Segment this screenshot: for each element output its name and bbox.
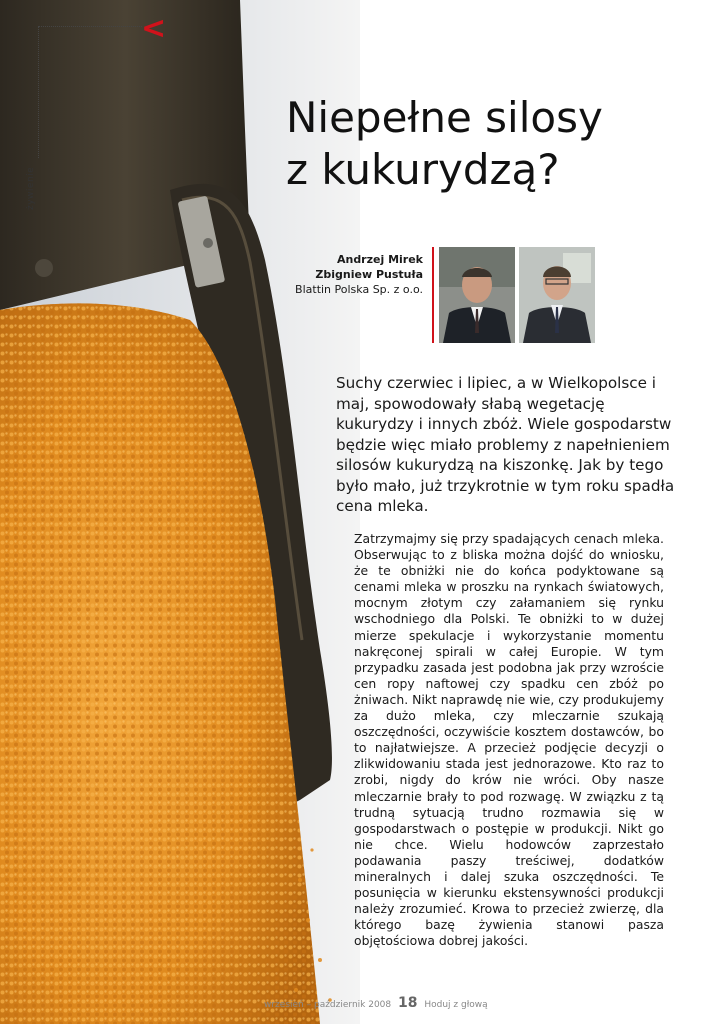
- title-line-1: Niepełne silosy: [286, 93, 603, 142]
- footer-date: wrzesień – październik 2008: [264, 1000, 392, 1010]
- article-lead: Suchy czerwiec i lipiec, a w Wielkopolsce i maj, spowodowały słabą wegetację kukurydzy i innych zbóż. Wiele gospodarstw będzie więc miało problemy z napełnieniem silosów kukurydzą na kiszonkę. Jak by tego było mało, już trzykrotnie w tym roku spadła cena mleka.: [336, 374, 675, 515]
- footer-magazine: Hoduj z głową: [424, 1000, 488, 1010]
- author-portrait-1: [439, 247, 515, 343]
- section-chevron-icon: <: [141, 11, 167, 46]
- author-company: Blattin Polska Sp. z o.o.: [295, 283, 423, 296]
- article-body: Zatrzymajmy się przy spadających cenach mleka. Obserwując to z bliska można dojść do wniosku, że te obniżki nie do końca podyktowane są cenami mleka w proszku na rynkach światowych, mocnym złotym czy załamaniem się rynku wschodniego dla Polski. Te obniżki to w dużej mierze spekulacje i wykorzystanie momentu nakręconej spirali w całej Europie. W tym przypadku zasada jest podobna jak przy wzroście cen ropy naftowej czy spadku cen zbóż po żniwach. Nikt naprawdę nie wie, czy produkujemy za dużo mleka, czy mleczarnie szukają oszczędności, oczywiście kosztem dostawców, bo to najłatwiejsze. A przecież podjęcie decyzji o zlikwidowaniu stada jest jednorazowe. Kto raz to zrobi, nigdy do krów nie wróci. Oby nasze mleczarnie brały to pod rozwagę. W związku z tą trudną sytuacją trudno rozmawia się w gospodarstwach o postępie w produkcji. Nikt go nie chce. Wielu hodowców zaprzestało podawania paszy treściwej, dodatków mineralnych i dalej szuka oszczędności. Te posunięcia w kierunku ekstensywności produkcji należy zrozumieć. Krowa to przecież zwierzę, dla którego bazę żywienia stanowi pasza objętościowa dobrej jakości.: [354, 531, 664, 949]
- author-name: Andrzej Mirek: [336, 253, 423, 266]
- author-block: [270, 252, 423, 297]
- author-name: Zbigniew Pustuła: [315, 268, 423, 281]
- section-label: żywienie: [26, 166, 36, 210]
- author-portrait-2: [519, 247, 595, 343]
- author-accent-rule: [432, 247, 434, 343]
- section-marker-line-top: [38, 26, 142, 27]
- article-title: [286, 92, 716, 196]
- page-footer: [264, 995, 564, 1011]
- page-number: 18: [398, 995, 418, 1011]
- section-marker-line: [38, 26, 39, 158]
- title-line-2: z kukurydzą?: [286, 145, 560, 194]
